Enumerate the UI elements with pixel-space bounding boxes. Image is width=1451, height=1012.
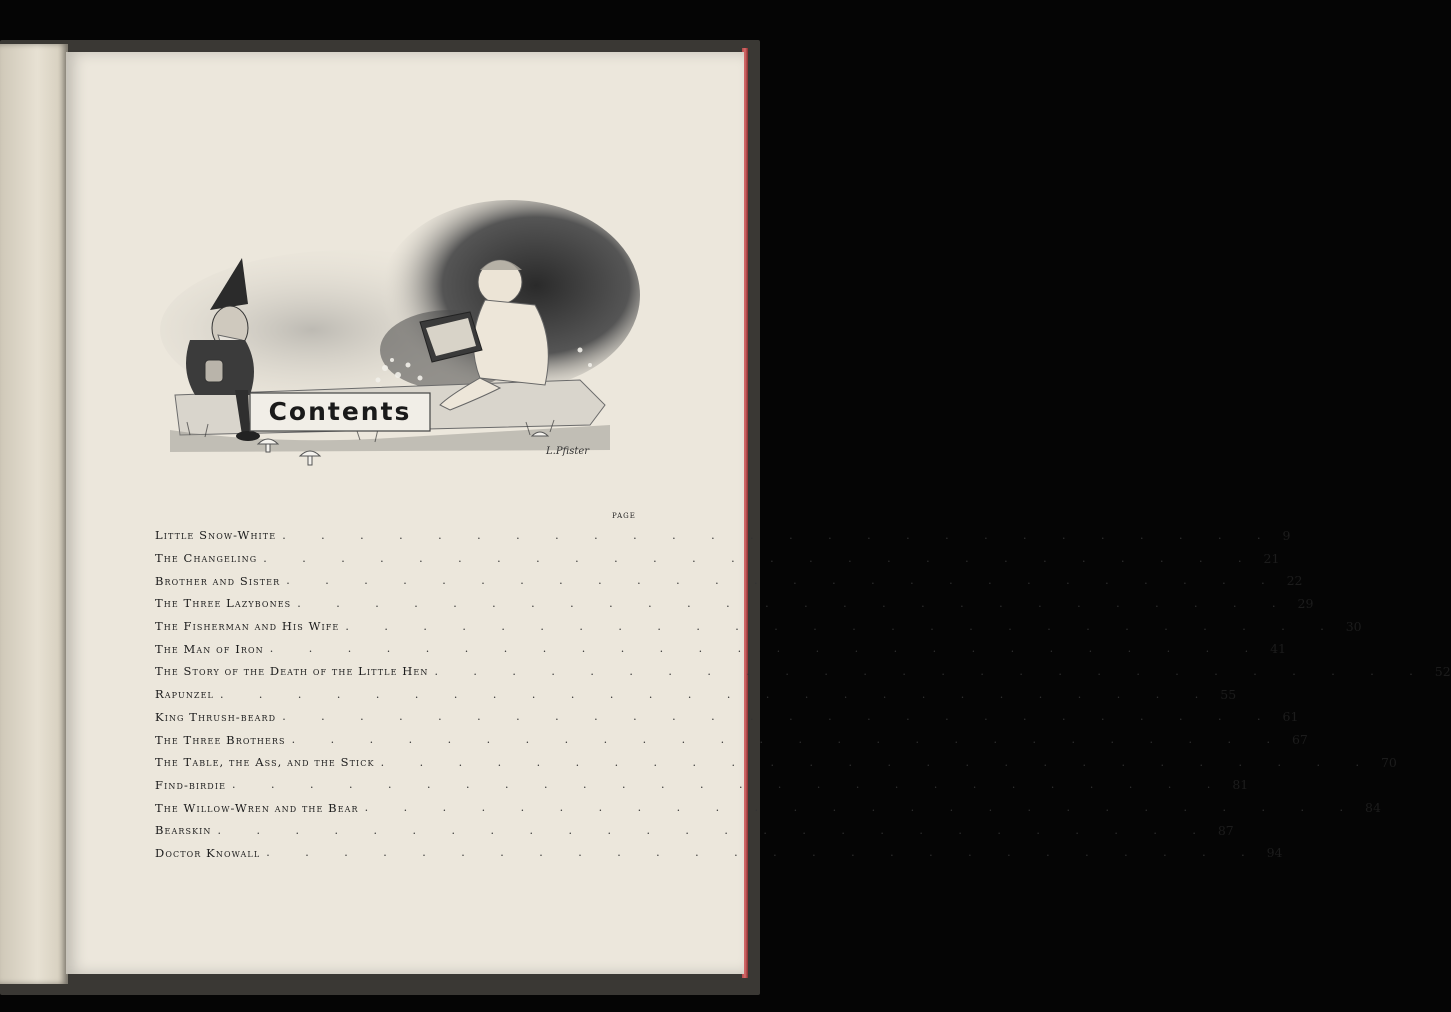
toc-leader-dots: . . . . . . . . . . . . . . . . . . . . . . . . . . [286, 574, 1281, 588]
toc-entry-title: Doctor Knowall [155, 845, 261, 860]
toc-entry [155, 683, 1237, 706]
contents-illustration [150, 200, 630, 480]
toc-leader-dots: . . . . . . . . . . . . . . . . . . . . . . . . . . [434, 664, 1429, 678]
left-page-edge [0, 44, 68, 984]
toc-entry [155, 774, 1249, 797]
table-of-contents [155, 524, 1451, 864]
toc-leader-dots: . . . . . . . . . . . . . . . . . . . . . . . . . . [217, 823, 1212, 837]
toc-leader-dots: . . . . . . . . . . . . . . . . . . . . . . . . . . [282, 710, 1277, 724]
toc-entry-page: 9 [1282, 527, 1291, 543]
contents-heading: Contents [268, 396, 412, 426]
toc-leader-dots: . . . . . . . . . . . . . . . . . . . . . . . . . . [364, 801, 1359, 815]
toc-leader-dots: . . . . . . . . . . . . . . . . . . . . . . . . . . [232, 778, 1227, 792]
toc-entry-page: 61 [1282, 709, 1299, 725]
toc-entry [155, 819, 1234, 842]
toc-entry-title: The Willow-Wren and the Bear [155, 800, 359, 815]
toc-entry-page: 67 [1291, 732, 1308, 748]
toc-entry [155, 592, 1314, 615]
toc-leader-dots: . . . . . . . . . . . . . . . . . . . . . . . . . . [345, 619, 1340, 633]
toc-leader-dots: . . . . . . . . . . . . . . . . . . . . . . . . . . [266, 846, 1261, 860]
toc-entry-page: 22 [1286, 573, 1303, 589]
toc-entry-title: The Table, the Ass, and the Stick [155, 755, 375, 770]
toc-leader-dots: . . . . . . . . . . . . . . . . . . . . . . . . . . [291, 733, 1286, 747]
toc-entry-page: 81 [1232, 777, 1249, 793]
toc-entry-title: The Man of Iron [155, 641, 264, 656]
toc-entry-page: 30 [1345, 618, 1362, 634]
toc-leader-dots: . . . . . . . . . . . . . . . . . . . . . . . . . . [269, 642, 1265, 656]
toc-entry-title: Find-birdie [155, 777, 227, 792]
toc-entry-page: 55 [1220, 686, 1237, 702]
page-column-label: PAGE [612, 512, 636, 520]
toc-entry-title: Rapunzel [155, 687, 214, 702]
toc-entry [155, 728, 1308, 751]
toc-entry [155, 547, 1280, 570]
toc-entry [155, 751, 1397, 774]
toc-entry-title: The Changeling [155, 551, 258, 566]
toc-entry-page: 87 [1217, 822, 1234, 838]
toc-leader-dots: . . . . . . . . . . . . . . . . . . . . . . . . . . [263, 551, 1258, 565]
toc-entry-page: 94 [1266, 845, 1283, 861]
toc-entry [155, 524, 1291, 547]
artist-signature: L.Pfister [546, 446, 590, 457]
toc-entry-page: 21 [1263, 550, 1280, 566]
toc-entry [155, 842, 1283, 865]
toc-entry-title: Brother and Sister [155, 573, 281, 588]
toc-leader-dots: . . . . . . . . . . . . . . . . . . . . . . . . . . [282, 528, 1277, 542]
toc-entry [155, 637, 1286, 660]
toc-leader-dots: . . . . . . . . . . . . . . . . . . . . . . . . . . [219, 687, 1215, 701]
toc-entry-title: The Three Brothers [155, 732, 286, 747]
toc-entry-page: 52 [1434, 663, 1451, 679]
toc-entry-title: Bearskin [155, 823, 212, 838]
toc-entry [155, 706, 1299, 729]
toc-entry-title: The Fisherman and His Wife [155, 619, 340, 634]
toc-entry-page: 70 [1380, 754, 1397, 770]
toc-leader-dots: . . . . . . . . . . . . . . . . . . . . . . . . . . [380, 755, 1375, 769]
toc-entry-title: The Story of the Death of the Little Hen [155, 664, 429, 679]
toc-entry [155, 796, 1381, 819]
toc-entry-title: The Three Lazybones [155, 596, 292, 611]
toc-entry-page: 84 [1365, 800, 1381, 816]
toc-entry-page: 29 [1297, 595, 1314, 611]
toc-leader-dots: . . . . . . . . . . . . . . . . . . . . . . . . . . [297, 596, 1292, 610]
toc-entry [155, 615, 1362, 638]
toc-entry-title: King Thrush-beard [155, 709, 277, 724]
toc-entry [155, 660, 1451, 683]
toc-entry-title: Little Snow-White [155, 528, 277, 543]
toc-entry-page: 41 [1270, 641, 1286, 657]
toc-entry [155, 569, 1303, 592]
